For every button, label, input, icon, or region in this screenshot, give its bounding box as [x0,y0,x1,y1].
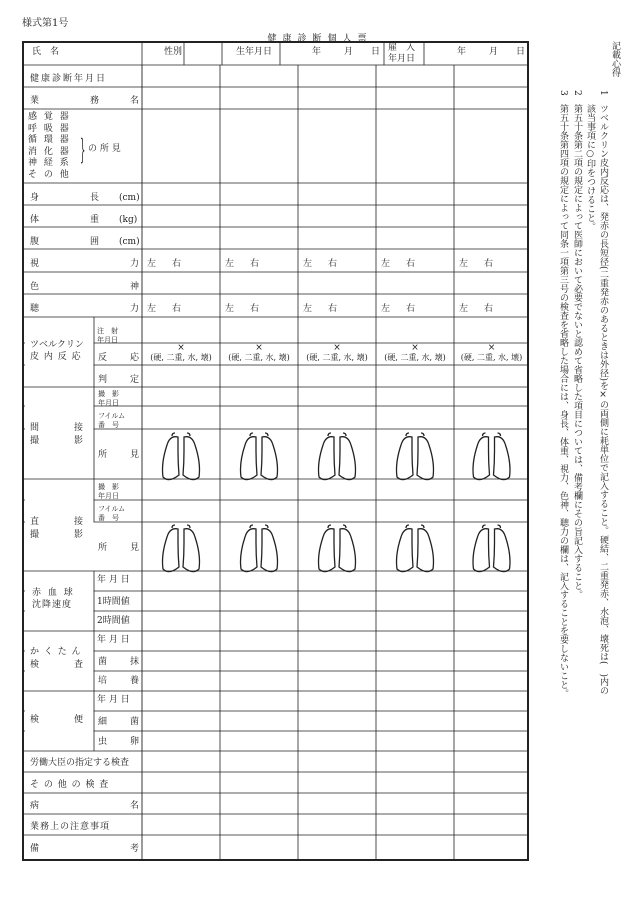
note-3-number: 3 [558,90,568,96]
vision-left-label: 左 [381,259,391,269]
judgment-label-2: 定 [130,375,140,385]
height-unit: (cm) [119,193,140,203]
direct-shoot-2: 年月日 [98,492,119,500]
direct-lung-icon [397,525,434,572]
direct-label-1: 直 [30,517,40,527]
injection-label-2: 年月日 [97,336,118,344]
vision-right-label: 右 [484,259,494,269]
vision-left-label: 左 [147,259,157,269]
direct-film-1: フイルム [98,505,126,513]
job-label-3: 名 [130,96,140,106]
waist-label-2: 囲 [90,237,100,247]
hearing-right-label: 右 [250,304,260,314]
tuberculin-note: (硬, 二重, 水, 壊) [228,353,290,362]
esr-date: 年 月 日 [97,575,130,585]
note-1-number: 1 [598,90,608,96]
judgment-label-1: 判 [98,375,108,385]
note-2-number: 2 [572,90,582,96]
direct-label-3: 撮 [30,530,40,540]
organ-label: 神 経 系 [28,158,71,168]
direct-lung-icon [473,525,510,572]
color-label-2: 神 [130,282,140,292]
vision-label-2: 力 [130,259,140,269]
direct-lung-icon [319,525,356,572]
indirect-shoot-1: 撮 影 [98,390,119,398]
form-title: 健康診断個人票 [267,34,373,44]
direct-lung-icon [163,525,200,572]
parasite-label-2: 卵 [130,737,140,747]
tuberculin-cross: × [333,343,341,353]
weight-label-2: 重 [90,215,100,225]
dob-month: 月 [344,47,354,57]
waist-label-1: 腹 [30,237,40,247]
indirect-shoot-2: 年月日 [98,399,119,407]
tuberculin-cross: × [177,343,185,353]
height-label-2: 長 [90,193,100,203]
indirect-label-4: 影 [74,436,84,446]
hired-day: 日 [516,47,526,57]
indirect-lung-icon [241,433,278,480]
name-label: 氏 名 [32,47,60,57]
waist-unit: (cm) [119,237,140,247]
hearing-label-2: 力 [130,304,140,314]
tuberculin-note: (硬, 二重, 水, 壊) [306,353,368,362]
form-number: 様式第1号 [22,18,69,29]
indirect-lung-icon [163,433,200,480]
sputum-date: 年 月 日 [97,635,130,645]
dob-year: 年 [312,47,322,57]
note-2-text: 第五十条第二項の規定によって医師において必要でないと認めて省略した項目については、備考欄にその旨記入すること。 [572,104,582,599]
disease-label-2: 名 [130,801,140,811]
height-label-1: 身 [30,193,40,203]
sputum-label-1: か く た ん [30,647,82,657]
reaction-label-1: 反 [98,353,108,363]
vision-right-label: 右 [406,259,416,269]
indirect-finding-2: 見 [130,450,140,460]
sputum-label-3: 査 [74,660,84,670]
stool-label-1: 検 [30,715,40,725]
indirect-film-2: 番 号 [98,421,119,429]
hearing-right-label: 右 [328,304,338,314]
vision-left-label: 左 [459,259,469,269]
injection-label-1: 注 射 [97,327,118,335]
tuberculin-cross: × [255,343,263,353]
indirect-label-1: 間 [30,423,40,433]
tuberculin-label-2: 皮 内 反 応 [30,352,82,362]
indirect-finding-1: 所 [98,450,108,460]
organ-label: 呼 吸 器 [28,123,71,134]
tuberculin-cross: × [487,343,496,353]
other-test-label: そ の 他 の 検 査 [30,780,110,790]
direct-film-2: 番 号 [98,514,119,522]
vision-right-label: 右 [172,259,182,269]
direct-shoot-1: 撮 影 [98,483,119,491]
bacteria-label-2: 菌 [130,717,140,727]
indirect-label-3: 撮 [30,436,40,446]
esr-label-1: 赤 血 球 [32,588,75,598]
tuberculin-label: ツベルクリン [30,340,84,350]
organs-brace: } [80,133,86,166]
hired-label: 雇 入 [388,43,416,53]
job-label-2: 務 [90,96,100,106]
indirect-lung-icon [473,433,510,480]
direct-lung-icon [241,525,278,572]
hearing-left-label: 左 [225,304,235,314]
vision-right-label: 右 [250,259,260,269]
minister-test-label: 労働大臣の指定する検査 [30,758,130,768]
exam-date-label: 健康診断年月日 [30,74,108,84]
dob-day: 日 [371,47,381,57]
vision-left-label: 左 [225,259,235,269]
stool-date: 年 月 日 [97,695,130,705]
hearing-left-label: 左 [147,304,157,314]
hearing-right-label: 右 [484,304,494,314]
hearing-right-label: 右 [406,304,416,314]
indirect-label-2: 接 [74,423,84,433]
organ-label: 消 化 器 [28,146,71,157]
notes-heading: 記載心得 [610,41,620,77]
disease-label-1: 病 [30,801,40,811]
hired-label-2: 年月日 [388,54,416,64]
hearing-left-label: 左 [381,304,391,314]
organs-findings-label: の 所 見 [88,144,121,154]
direct-label-4: 影 [74,530,84,540]
stool-label-2: 便 [74,715,84,725]
vision-left-label: 左 [303,259,313,269]
note-1-text-b: 該当事項に○印をつけること。 [585,104,595,231]
color-label-1: 色 [30,282,40,292]
direct-label-2: 接 [74,517,84,527]
esr-label-2: 沈降速度 [32,600,73,610]
caution-label: 業務上の注意事項 [30,822,111,832]
indirect-film-1: フイルム [98,412,126,420]
weight-label-1: 体 [30,215,40,225]
esr-2h: 2時間値 [97,616,130,626]
remarks-label-1: 備 [30,844,40,854]
direct-finding-2: 見 [130,543,140,553]
sputum-label-2: 検 [30,660,40,670]
organ-label: 感 覚 器 [28,112,71,122]
hearing-left-label: 左 [303,304,313,314]
parasite-label-1: 虫 [98,737,108,747]
hired-year: 年 [457,47,467,57]
organ-label: 循 環 器 [28,135,71,145]
vision-right-label: 右 [328,259,338,269]
culture-label-2: 養 [130,676,140,686]
tuberculin-note: (硬, 二重, 水, 壊) [384,353,446,362]
hired-month: 月 [489,47,499,57]
tuberculin-note: (硬, 二重, 水, 壊) [460,353,523,362]
reaction-label-2: 応 [130,353,140,363]
culture-label-1: 培 [98,676,108,686]
indirect-lung-icon [397,433,434,480]
hearing-label-1: 聴 [30,304,40,314]
esr-1h: 1時間値 [97,597,130,607]
health-record-sheet [22,41,529,861]
job-label-1: 業 [30,96,40,106]
vision-label-1: 視 [30,259,40,269]
direct-finding-1: 所 [98,543,108,553]
note-3-text: 第五十条第四項の規定によって同条一項第三号の検査を省略した場合には、身長、体重、視力、色神、聴力の欄は、記入することを要しないこと。 [558,104,568,698]
tuberculin-cross: × [411,343,419,353]
bacteria-label-1: 細 [98,717,108,727]
sex-label: 性別 [164,47,183,57]
note-1-text: ツベルクリン皮内反応は、発赤の長短径(二重発赤のあるときは外径)を×の両側に耗単位で記入すること。硬結、二重発赤、水泡、壊死は( )内の [598,104,608,696]
tuberculin-note: (硬, 二重, 水, 壊) [150,353,212,362]
smear-label-1: 菌 [98,657,108,667]
remarks-label-2: 考 [130,844,140,854]
dob-label: 生年月日 [236,47,273,57]
indirect-lung-icon [319,433,356,480]
weight-unit: (kg) [119,215,138,225]
smear-label-2: 抹 [130,657,140,667]
hearing-left-label: 左 [459,304,469,314]
organ-label: そ の 他 [28,169,71,180]
hearing-right-label: 右 [172,304,182,314]
